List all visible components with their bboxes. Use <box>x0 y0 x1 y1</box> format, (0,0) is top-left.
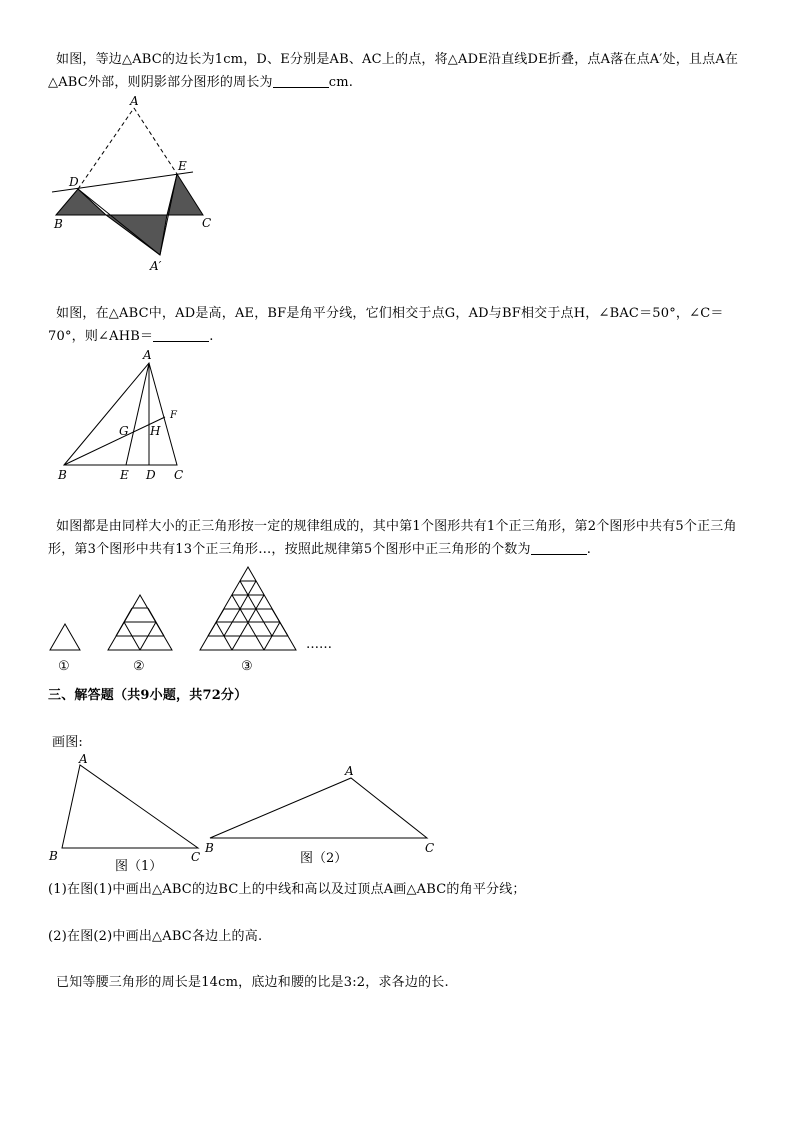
shaded-left-triangle <box>56 189 106 215</box>
fig2-caption: 图（2） <box>300 851 348 866</box>
triangle-pattern-figure <box>40 562 360 677</box>
answer-blank <box>531 540 587 555</box>
figure-2-label: ② <box>133 659 145 674</box>
question-1-unit: cm. <box>328 75 354 90</box>
question-5-text: 已知等腰三角形的周长是14cm，底边和腰的比是3:2，求各边的长. <box>56 975 449 990</box>
drawing-triangles-figure <box>40 750 460 880</box>
shaded-bottom-triangle <box>106 215 167 255</box>
fig2-label-a: A <box>345 764 354 778</box>
fig2-label-c: C <box>425 841 435 855</box>
label-a-prime: A′ <box>150 259 162 273</box>
section-3-heading: 三、解答题（共9小题，共72分） <box>48 688 248 703</box>
answer-blank <box>273 73 329 88</box>
label-b: B <box>58 468 67 482</box>
question-3-end: . <box>586 542 592 557</box>
answer-blank <box>153 327 209 342</box>
label-a: A <box>130 94 139 108</box>
triangle-abc <box>64 363 177 465</box>
label-h: H <box>150 424 161 438</box>
figure-1-label: ① <box>58 659 70 674</box>
question-4-part-1: (1)在图(1)中画出△ABC的边BC上的中线和高以及过顶点A画△ABC的角平分线； <box>48 882 526 897</box>
label-d: D <box>146 468 156 482</box>
question-1-text <box>48 48 750 94</box>
dashed-side-ad <box>78 108 134 189</box>
label-g: G <box>119 424 129 438</box>
label-c: C <box>202 216 212 230</box>
figure-3-label: ③ <box>241 659 253 674</box>
question-4-intro: 画图: <box>52 735 83 750</box>
pattern-figure-1 <box>50 624 80 650</box>
label-b: B <box>54 217 63 231</box>
pattern-figure-2 <box>108 595 172 650</box>
fig1-caption: 图（1） <box>115 859 163 874</box>
label-e: E <box>178 159 187 173</box>
label-c: C <box>174 468 184 482</box>
label-f: F <box>170 410 177 421</box>
fig2-label-b: B <box>205 841 214 855</box>
label-d: D <box>69 175 79 189</box>
question-4-part-2: (2)在图(2)中画出△ABC各边上的高. <box>48 929 263 944</box>
pattern-figure-3 <box>200 567 296 650</box>
triangle-fig-2 <box>210 778 427 838</box>
question-2-stem: 如图，在△ABC中，AD是高，AE，BF是角平分线，它们相交于点G，AD与BF相交于点H，∠BAC＝50°，∠C＝70°，则∠AHB＝ <box>48 306 724 344</box>
fig1-label-a: A <box>79 752 88 766</box>
bisector-ae <box>126 363 149 465</box>
ellipsis: …… <box>306 637 332 652</box>
question-2-end: . <box>209 329 214 344</box>
fig1-label-c: C <box>191 850 201 864</box>
triangle-altitude-bisector-figure <box>50 345 200 485</box>
question-3-stem: 如图都是由同样大小的正三角形按一定的规律组成的，其中第1个图形共有1个正三角形，第2个图形中共有5个正三角形，第3个图形中共有13个正三角形…，按照此规律第5个图形中正三角形的个数为 <box>48 519 737 557</box>
question-2-text <box>48 302 750 348</box>
question-1-stem: 如图，等边△ABC的边长为1cm，D、E分别是AB、AC上的点，将△ADE沿直线DE折叠，点A落在点A′处，且点A在△ABC外部，则阴影部分图形的周长为 <box>48 52 739 90</box>
label-e: E <box>120 468 129 482</box>
fig1-label-b: B <box>49 849 58 863</box>
dashed-side-ae <box>134 108 177 174</box>
question-3-text <box>48 515 750 561</box>
folded-triangle-figure <box>40 92 220 277</box>
triangle-fig-1 <box>62 765 198 848</box>
label-a: A <box>143 348 152 362</box>
